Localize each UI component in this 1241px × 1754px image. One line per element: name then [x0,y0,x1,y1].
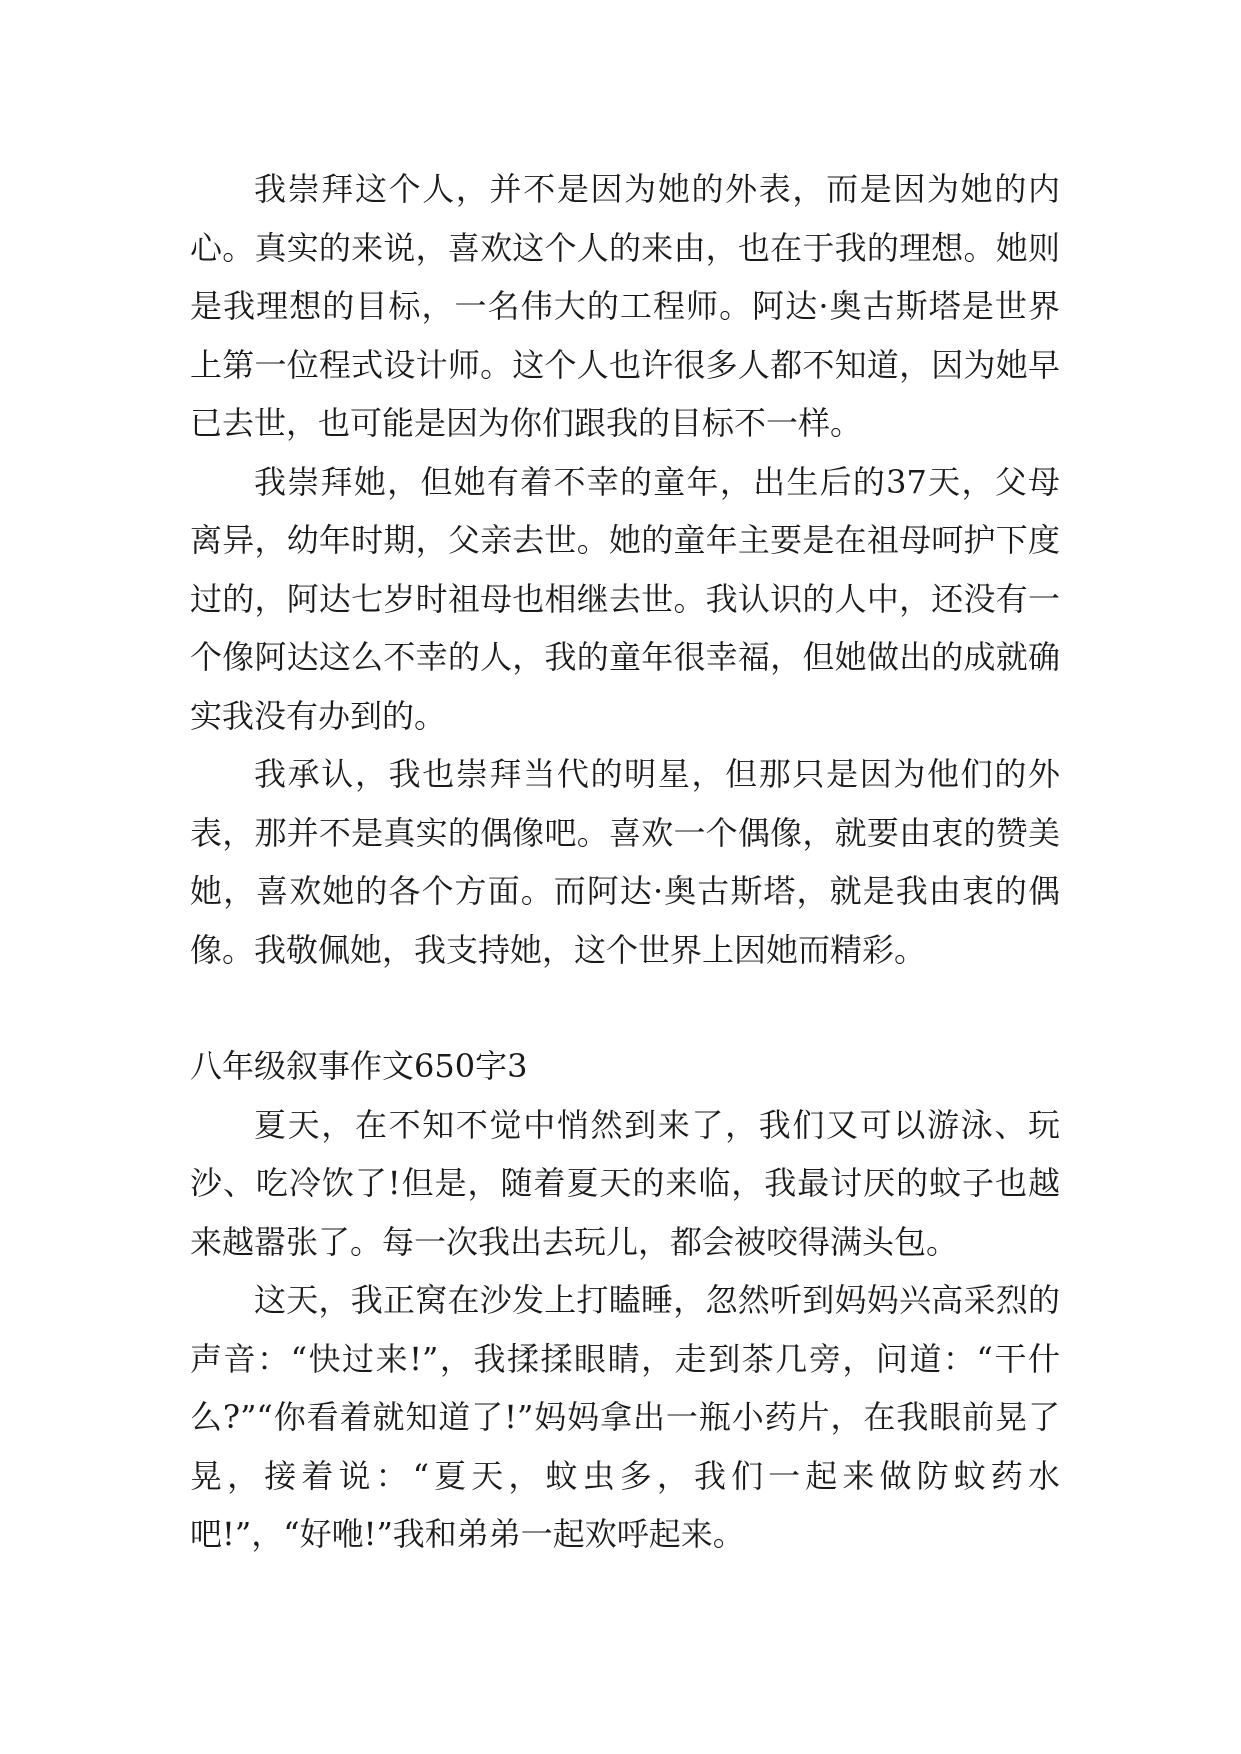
paragraph-3: 我承认，我也崇拜当代的明星，但那只是因为他们的外表，那并不是真实的偶像吧。喜欢一个偶像，就要由衷的赞美她，喜欢她的各个方面。而阿达·奥古斯塔，就是我由衷的偶像。我敬佩她，我支持她，这个世界上因她而精彩。 [190,755,1060,969]
paragraph-1: 我崇拜这个人，并不是因为她的外表，而是因为她的内心。真实的来说，喜欢这个人的来由，也在于我的理想。她则是我理想的目标，一名伟大的工程师。阿达·奥古斯塔是世界上第一位程式设计师。这个人也许很多人都不知道，因为她早已去世，也可能是因为你们跟我的目标不一样。 [190,170,1060,442]
paragraph-2: 我崇拜她，但她有着不幸的童年，出生后的37天，父母离异，幼年时期，父亲去世。她的童年主要是在祖母呵护下度过的，阿达七岁时祖母也相继去世。我认识的人中，还没有一个像阿达这么不幸的人，我的童年很幸福，但她做出的成就确实我没有办到的。 [190,462,1060,735]
section-heading: 八年级叙事作文650字3 [190,1047,528,1085]
paragraph-4: 夏天，在不知不觉中悄然到来了，我们又可以游泳、玩沙、吃冷饮了!但是，随着夏天的来临，我最讨厌的蚊子也越来越嚣张了。每一次我出去玩儿，都会被咬得满头包。 [190,1105,1060,1261]
paragraph-5: 这天，我正窝在沙发上打瞌睡，忽然听到妈妈兴高采烈的声音：“快过来!”，我揉揉眼睛，走到茶几旁，问道：“干什么?”“你看着就知道了!”妈妈拿出一瓶小药片，在我眼前晃了晃，接着说：“夏天，蚊虫多，我们一起来做防蚊药水吧!”，“好咃!”我和弟弟一起欢呼起来。 [190,1281,1060,1553]
document-body [190,160,1060,1564]
